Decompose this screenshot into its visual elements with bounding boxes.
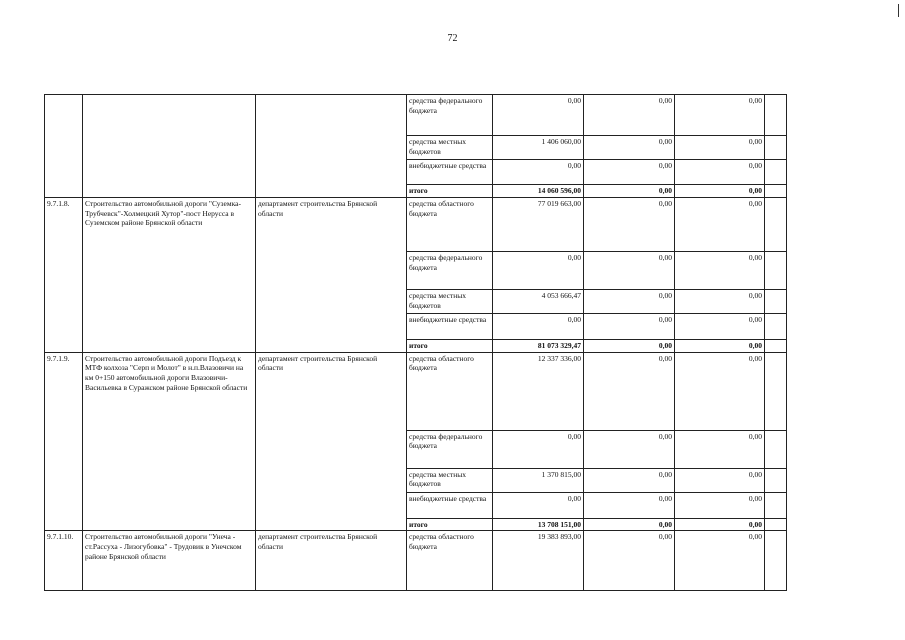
- empty-cell: [765, 197, 787, 251]
- funding-source: средства федерального бюджета: [407, 430, 493, 468]
- amount-col-1: 77 019 663,00: [493, 197, 584, 251]
- amount-col-1: 19 383 893,00: [493, 531, 584, 591]
- budget-table: [44, 94, 787, 591]
- amount-col-3: 0,00: [675, 531, 765, 591]
- table-row: [45, 95, 787, 136]
- budget-table-body: [45, 95, 787, 591]
- item-department: департамент строительства Брянской области: [256, 531, 407, 591]
- empty-cell: [765, 251, 787, 289]
- item-name: Строительство автомобильной дороги "Суземка-Трубчевск"-Холмецкий Хутор"-пост Нерусса в Суземском районе Брянской области: [83, 197, 256, 352]
- table-row: [45, 531, 787, 591]
- funding-source: средства федерального бюджета: [407, 95, 493, 136]
- page-number: 72: [447, 33, 458, 44]
- empty-cell: [765, 160, 787, 185]
- item-name: Строительство автомобильной дороги Подъезд к МТФ колхоза "Серп и Молот" в н.п.Влазовичи на км 0+150 автомобильной дороги Влазовичи-Васильевка в Суражском районе Брянской области: [83, 352, 256, 531]
- amount-col-3: 0,00: [675, 289, 765, 313]
- item-department: департамент строительства Брянской области: [256, 197, 407, 352]
- amount-col-2: 0,00: [584, 313, 675, 339]
- funding-source: средства областного бюджета: [407, 531, 493, 591]
- funding-source: внебюджетные средства: [407, 160, 493, 185]
- amount-col-2: 0,00: [584, 531, 675, 591]
- funding-source: средства областного бюджета: [407, 352, 493, 430]
- empty-cell: [765, 185, 787, 198]
- amount-col-2: 0,00: [584, 518, 675, 531]
- amount-col-3: 0,00: [675, 136, 765, 160]
- empty-cell: [765, 468, 787, 492]
- funding-source: внебюджетные средства: [407, 313, 493, 339]
- amount-col-1: 0,00: [493, 492, 584, 518]
- amount-col-3: 0,00: [675, 313, 765, 339]
- amount-col-1: 13 708 151,00: [493, 518, 584, 531]
- amount-col-3: 0,00: [675, 430, 765, 468]
- funding-source: средства областного бюджета: [407, 197, 493, 251]
- amount-col-3: 0,00: [675, 251, 765, 289]
- funding-source: итого: [407, 518, 493, 531]
- empty-cell: [765, 518, 787, 531]
- amount-col-1: 4 053 666,47: [493, 289, 584, 313]
- amount-col-2: 0,00: [584, 160, 675, 185]
- empty-cell: [765, 352, 787, 430]
- amount-col-2: 0,00: [584, 289, 675, 313]
- table-row: [45, 352, 787, 430]
- margin-mark: [898, 4, 899, 17]
- amount-col-3: 0,00: [675, 160, 765, 185]
- amount-col-1: 0,00: [493, 160, 584, 185]
- table-row: [45, 197, 787, 251]
- amount-col-1: 0,00: [493, 313, 584, 339]
- funding-source: итого: [407, 185, 493, 198]
- item-number: [45, 95, 83, 198]
- item-department: департамент строительства Брянской области: [256, 352, 407, 531]
- amount-col-2: 0,00: [584, 468, 675, 492]
- empty-cell: [765, 95, 787, 136]
- amount-col-2: 0,00: [584, 251, 675, 289]
- funding-source: средства федерального бюджета: [407, 251, 493, 289]
- amount-col-1: 1 370 815,00: [493, 468, 584, 492]
- empty-cell: [765, 430, 787, 468]
- empty-cell: [765, 339, 787, 352]
- amount-col-3: 0,00: [675, 339, 765, 352]
- amount-col-2: 0,00: [584, 197, 675, 251]
- funding-source: средства местных бюджетов: [407, 136, 493, 160]
- amount-col-1: 14 060 596,00: [493, 185, 584, 198]
- amount-col-3: 0,00: [675, 185, 765, 198]
- amount-col-2: 0,00: [584, 492, 675, 518]
- amount-col-3: 0,00: [675, 95, 765, 136]
- empty-cell: [765, 313, 787, 339]
- item-number: 9.7.1.8.: [45, 197, 83, 352]
- item-name: [83, 95, 256, 198]
- amount-col-3: 0,00: [675, 492, 765, 518]
- item-department: [256, 95, 407, 198]
- item-number: 9.7.1.9.: [45, 352, 83, 531]
- empty-cell: [765, 531, 787, 591]
- amount-col-1: 1 406 060,00: [493, 136, 584, 160]
- amount-col-2: 0,00: [584, 136, 675, 160]
- item-name: Строительство автомобильной дороги "Унеча - ст.Рассуха - Лизогубовка" - Трудовик в Унечском районе Брянской области: [83, 531, 256, 591]
- amount-col-3: 0,00: [675, 352, 765, 430]
- amount-col-1: 0,00: [493, 430, 584, 468]
- amount-col-2: 0,00: [584, 339, 675, 352]
- amount-col-3: 0,00: [675, 468, 765, 492]
- funding-source: средства местных бюджетов: [407, 289, 493, 313]
- amount-col-2: 0,00: [584, 352, 675, 430]
- amount-col-1: 12 337 336,00: [493, 352, 584, 430]
- amount-col-1: 0,00: [493, 251, 584, 289]
- amount-col-2: 0,00: [584, 95, 675, 136]
- empty-cell: [765, 289, 787, 313]
- amount-col-1: 81 073 329,47: [493, 339, 584, 352]
- funding-source: средства местных бюджетов: [407, 468, 493, 492]
- amount-col-1: 0,00: [493, 95, 584, 136]
- item-number: 9.7.1.10.: [45, 531, 83, 591]
- empty-cell: [765, 136, 787, 160]
- amount-col-3: 0,00: [675, 518, 765, 531]
- amount-col-2: 0,00: [584, 185, 675, 198]
- funding-source: итого: [407, 339, 493, 352]
- amount-col-3: 0,00: [675, 197, 765, 251]
- empty-cell: [765, 492, 787, 518]
- amount-col-2: 0,00: [584, 430, 675, 468]
- funding-source: внебюджетные средства: [407, 492, 493, 518]
